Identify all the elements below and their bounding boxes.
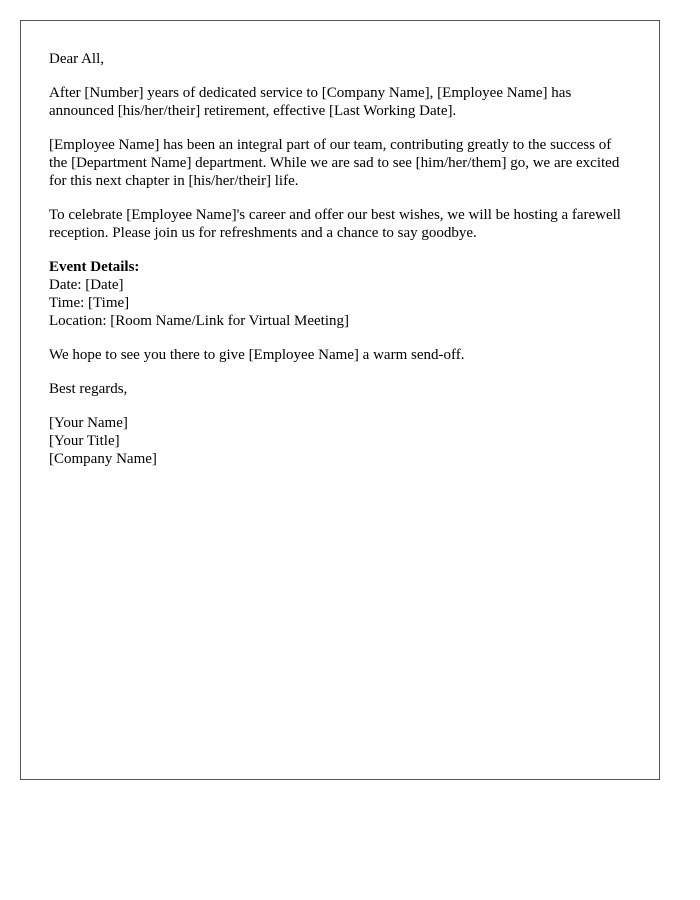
signature-name: [Your Name] xyxy=(49,415,128,431)
signature-title: [Your Title] xyxy=(49,433,120,449)
signature-block xyxy=(49,414,631,468)
signature-company: [Company Name] xyxy=(49,451,157,467)
event-time: Time: [Time] xyxy=(49,295,130,311)
paragraph-celebration: To celebrate [Employee Name]'s career and offer our best wishes, we will be hosting a farewell reception. Please join us for refreshments and a chance to say goodbye. xyxy=(49,207,621,241)
letter-page xyxy=(20,20,660,780)
paragraph-send-off: We hope to see you there to give [Employee Name] a warm send-off. xyxy=(49,347,465,363)
closing: Best regards, xyxy=(49,381,128,397)
event-details-heading: Event Details: xyxy=(49,259,140,275)
salutation: Dear All, xyxy=(49,51,104,67)
event-date: Date: [Date] xyxy=(49,277,124,293)
paragraph-announcement: After [Number] years of dedicated service to [Company Name], [Employee Name] has announced [his/her/their] retirement, effective [Last Working Date]. xyxy=(49,85,572,119)
event-details xyxy=(49,258,631,330)
event-location: Location: [Room Name/Link for Virtual Meeting] xyxy=(49,313,349,329)
paragraph-contribution: [Employee Name] has been an integral part of our team, contributing greatly to the success of the [Department Name] department. While we are sad to see [him/her/them] go, we are excited for this next chapter in [his/her/their] life. xyxy=(49,137,620,189)
